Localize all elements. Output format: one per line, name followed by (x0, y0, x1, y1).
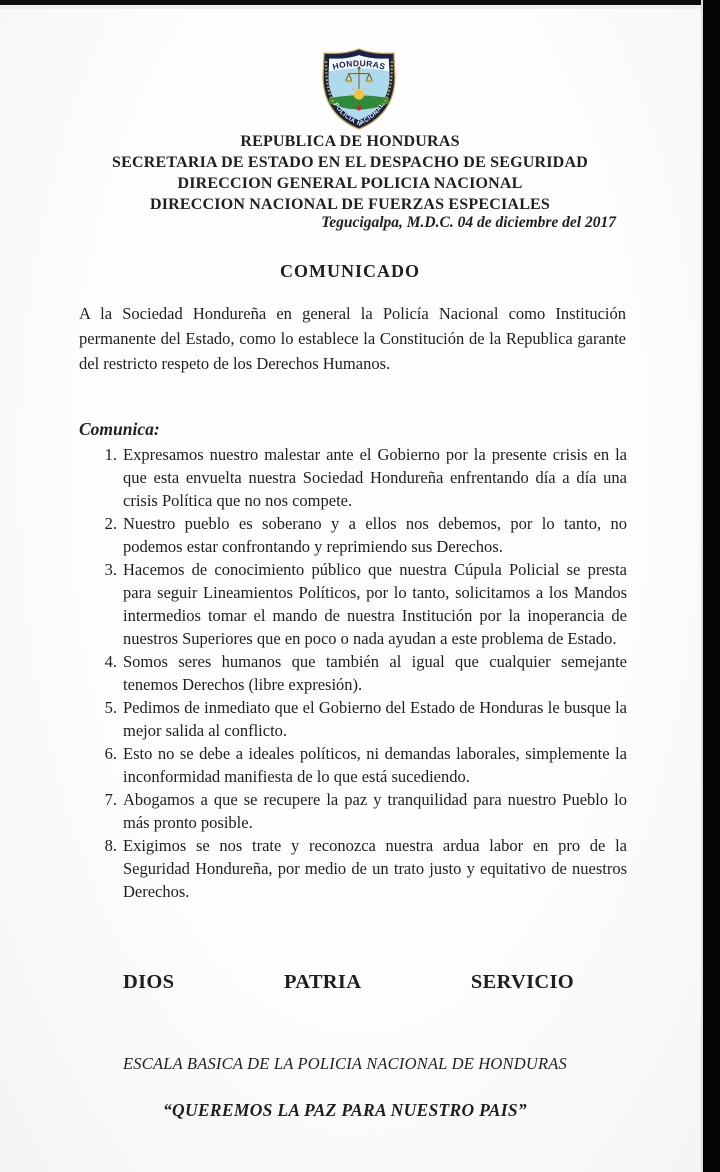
list-item-number: 6. (104, 744, 117, 763)
list-item-number: 8. (104, 836, 117, 855)
list-item-number: 4. (104, 652, 117, 671)
motto-word-dios: DIOS (123, 971, 175, 993)
numbered-list (79, 443, 627, 975)
list-item (79, 512, 627, 558)
list-item-text: Somos seres humanos que también al igual que cualquier semejante tenemos Derechos (libre expresión). (123, 652, 627, 694)
list-item-text: Exigimos se nos trate y reconozca nuestra ardua labor en pro de la Seguridad Hondureña, por medio de un trato justo y equitativo de nuestros Derechos. (123, 836, 627, 901)
footer-organization: ESCALA BASICA DE LA POLICIA NACIONAL DE HONDURAS (123, 1054, 567, 1073)
list-item-number: 3. (104, 560, 117, 579)
list-item (79, 742, 627, 788)
letterhead-line-fuerzas-especiales: DIRECCION NACIONAL DE FUERZAS ESPECIALES (149, 196, 551, 213)
list-item (79, 834, 627, 903)
police-badge-icon (320, 48, 398, 130)
list-item (79, 696, 627, 742)
motto-word-patria: PATRIA (283, 971, 362, 993)
list-item-text: Pedimos de inmediato que el Gobierno del Estado de Honduras le busque la mejor salida al conflicto. (123, 698, 627, 740)
letterhead-line-republic: REPUBLICA DE HONDURAS (240, 133, 460, 150)
list-item-text: Nuestro pueblo es soberano y a ellos nos debemos, por lo tanto, no podemos estar confrontando y reprimiendo sus Derechos. (123, 514, 627, 556)
letterhead (70, 131, 630, 215)
letterhead-line-secretaria: SECRETARIA DE ESTADO EN EL DESPACHO DE SEGURIDAD (112, 154, 588, 171)
list-heading: Comunica: (79, 419, 160, 439)
scan-top-edge-shadow (0, 5, 720, 9)
scan-right-black-bar (701, 0, 720, 1172)
badge-red-emblem (357, 106, 362, 111)
badge-bottom-label: POLICIA NACIONAL (332, 101, 386, 128)
dateline: Tegucigalpa, M.D.C. 04 de diciembre del 2017 (321, 214, 616, 231)
list-item (79, 443, 627, 512)
list-item-number: 5. (104, 698, 117, 717)
letterhead-line-direccion-general: DIRECCION GENERAL POLICIA NACIONAL (177, 175, 523, 192)
motto-word-servicio: SERVICIO (470, 971, 574, 993)
list-item (79, 650, 627, 696)
list-item-text: Esto no se debe a ideales políticos, ni demandas laborales, simplemente la inconformidad manifiesta de lo que está sucediendo. (123, 744, 627, 786)
list-item (79, 788, 627, 834)
list-item-text: Expresamos nuestro malestar ante el Gobierno por la presente crisis en la que esta envuelta nuestra Sociedad Hondureña enfrentando día a día una crisis Política que no nos compete. (123, 445, 627, 510)
footer-slogan: “QUEREMOS LA PAZ PARA NUESTRO PAIS” (163, 1100, 527, 1120)
list-item-number: 1. (104, 445, 117, 464)
intro-paragraph: A la Sociedad Hondureña en general la Policía Nacional como Institución permanente del Estado, como lo establece la Constitución de la Republica garante del restricto respeto de los Derechos Humanos. (79, 304, 626, 373)
badge-country-label: HONDURAS (331, 58, 387, 72)
list-item-number: 7. (104, 790, 117, 809)
list-item (79, 558, 627, 650)
list-item-text: Abogamos a que se recupere la paz y tranquilidad para nuestro Pueblo lo más pronto posible. (123, 790, 627, 832)
list-item-text: Hacemos de conocimiento público que nuestra Cúpula Policial se presta para seguir Lineamientos Políticos, por lo tanto, solicitamos a los Mandos intermedios tomar el mando de nuestra Institución por la inoperancia de nuestros Superiores que en poco o nada ayudan a este problema de Estado. (123, 560, 627, 648)
list-item-number: 2. (104, 514, 117, 533)
motto-row (123, 971, 574, 994)
document-title: COMUNICADO (280, 261, 420, 281)
